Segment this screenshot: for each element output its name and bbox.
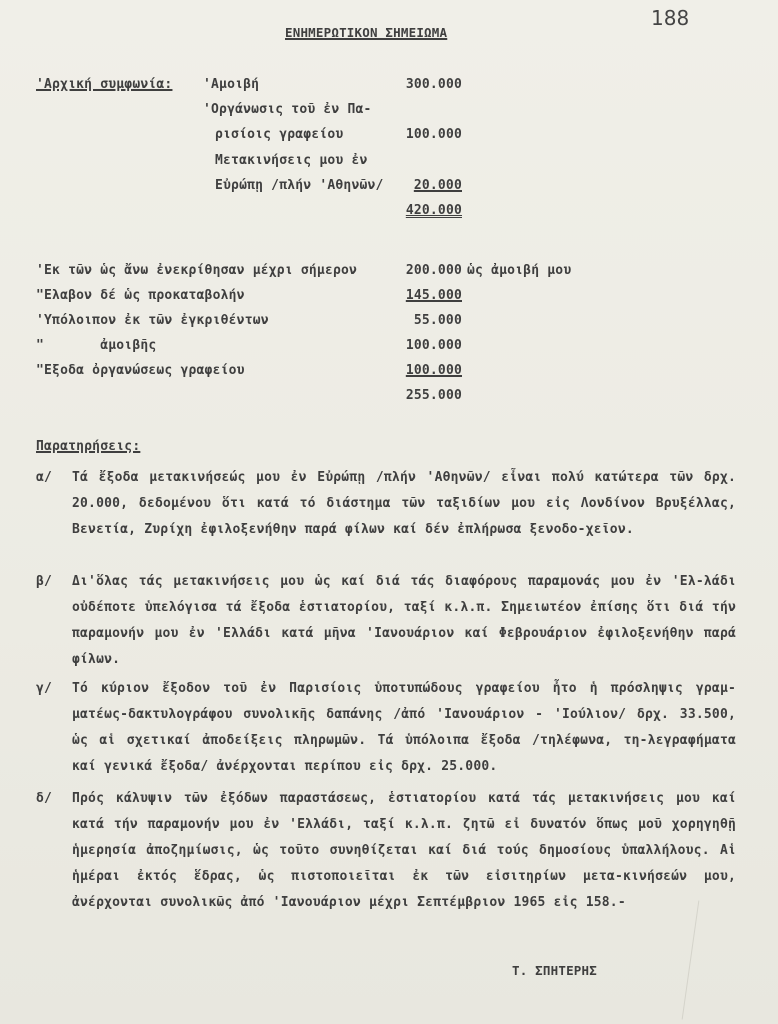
document-title: ΕΝΗΜΕΡΩΤΙΚΟΝ ΣΗΜΕΙΩΜΑ: [285, 25, 448, 40]
payments-row-amount: 55.000: [413, 313, 462, 328]
payments-row-label: "Εξοδα ὀργανώσεως γραφείου: [36, 363, 245, 378]
remark-text: Τά ἔξοδα μετακινήσεώς μου ἐν Εὐρώπῃ /πλήν 'Αθηνῶν/ εἶναι πολύ κατώτερα τῶν δρχ. 20.000, δεδομένου ὅτι κατά τό διάστημα τῶν ταξιδίων μου εἰς Λονδίνον Βρυξέλλας, Βενετία, Ζυρίχη ἐφιλοξενήθην παρά φίλων καί δέν ἐπλήρωσα ξενοδο-χεῖον.: [72, 470, 736, 537]
agreement-amount-office: 100.000: [405, 127, 462, 142]
payments-row-amount: 145.000: [405, 288, 462, 303]
remark-text: Τό κύριον ἔξοδον τοῦ ἐν Παρισίοις ὑποτυπώδους γραφείου ἦτο ἡ πρόσληψις γραμ-ματέως-δακτυλογράφου συνολικῆς δαπάνης /ἀπό 'Ιανουάριον - 'Ιούλιον/ δρχ. 33.500, ὡς αἱ σχετικαί ἀποδείξεις πληρωμῶν. Τά ὑπόλοιπα ἔξοδα /τηλέφωνα, τη-λεγραφήματα καί γενικά ἔξοδα/ ἀνέρχονται περίπου εἰς δρχ. 25.000.: [72, 681, 736, 774]
agreement-item-office-line1: 'Οργάνωσις τοῦ ἐν Πα-: [203, 102, 372, 117]
remark-text: Δι'ὅλας τάς μετακινήσεις μου ὡς καί διά τάς διαφόρους παραμονάς μου ἐν 'Ελ-λάδι οὐδέποτε ὑπελόγισα τά ἔξοδα ἑστιατορίου, ταξί κ.λ.π. Σημειωτέον ἐπίσης ὅτι διά τήν παραμονήν μου ἐν 'Ελλάδι κατά μῆνα 'Ιανουάριον καί Φεβρουάριον ἐφιλοξενήθην παρά φίλων.: [72, 574, 736, 667]
agreement-item-office-line2: ρισίοις γραφείου: [215, 127, 344, 142]
payments-approved-suffix: ὡς ἀμοιβή μου: [467, 263, 572, 278]
payments-row-label: 'Υπόλοιπον ἐκ τῶν ἐγκριθέντων: [36, 313, 269, 328]
agreement-amount-travel: 20.000: [413, 178, 462, 193]
remarks-heading: Παρατηρήσεις:: [36, 439, 141, 454]
remark-item: [36, 786, 736, 916]
remark-item: [36, 676, 736, 780]
agreement-amount-fee: 300.000: [405, 77, 462, 92]
agreement-label: 'Αρχική συμφωνία:: [36, 77, 173, 92]
remark-label: β/: [36, 574, 53, 589]
payments-row-amount: 100.000: [405, 338, 462, 353]
payments-row-label: " ἀμοιβῆς: [36, 338, 157, 353]
page-number: 188: [651, 6, 690, 30]
agreement-total: 420.000: [405, 203, 462, 218]
payments-row-label: "Ελαβον δέ ὡς προκαταβολήν: [36, 288, 245, 303]
payments-approved-amount: 200.000: [405, 263, 462, 278]
payments-row-amount: 100.000: [405, 363, 462, 378]
paper-fold-mark: [682, 901, 700, 1020]
payments-total: 255.000: [405, 388, 462, 403]
agreement-item-travel-line1: Μετακινήσεις μου ἐν: [215, 153, 368, 168]
remark-label: α/: [36, 470, 53, 485]
remark-text: Πρός κάλυψιν τῶν ἐξόδων παραστάσεως, ἑστιατορίου κατά τάς μετακινήσεις μου καί κατά τήν παραμονήν μου ἐν 'Ελλάδι, ταξί κ.λ.π. ζητῶ εἰ δυνατόν ὅπως μοῦ χορηγηθῇ ἡμερησία ἀποζημίωσις, ὡς τοῦτο συνηθίζεται καί διά τούς δημοσίους ὑπαλλήλους. Αἱ ἡμέραι ἐκτός ἕδρας, ὡς πιστοποιεῖται ἐκ τῶν εἰσιτηρίων μετα-κινήσεών μου, ἀνέρχονται συνολικῶς ἀπό 'Ιανουάριον μέχρι Σεπτέμβριον 1965 εἰς 158.-: [72, 791, 736, 910]
agreement-item-fee: 'Αμοιβή: [203, 77, 260, 92]
payments-approved-text: 'Εκ τῶν ὡς ἄνω ἐνεκρίθησαν μέχρι σήμερον: [36, 263, 358, 278]
signature: Τ. ΣΠΗΤΕΡΗΣ: [512, 963, 597, 978]
remark-item: [36, 569, 736, 673]
remark-label: γ/: [36, 681, 53, 696]
agreement-item-travel-line2: Εὐρώπῃ /πλήν 'Αθηνῶν/: [215, 178, 384, 193]
remark-label: δ/: [36, 791, 53, 806]
remark-item: [36, 465, 736, 543]
